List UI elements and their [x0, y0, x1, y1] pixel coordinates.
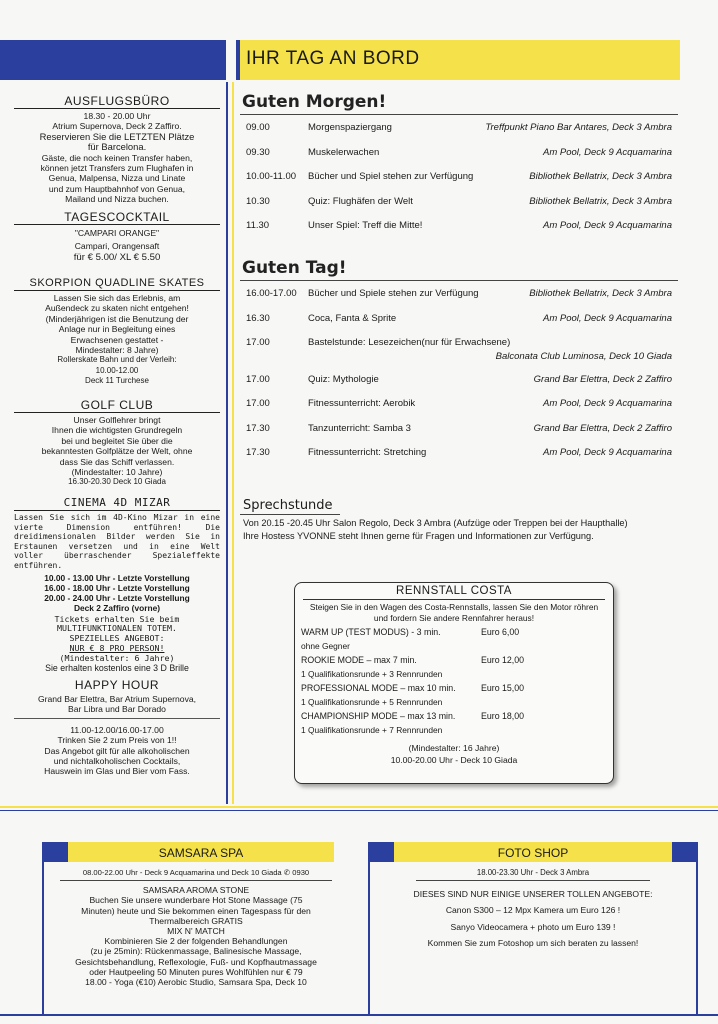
section-tagescocktail — [8, 210, 226, 265]
section-title: TAGESCOCKTAIL — [14, 210, 220, 225]
row-activity: Quiz: Mythologie — [308, 373, 379, 385]
section-golf-club — [8, 398, 226, 488]
spa-hours: 08.00-22.00 Uhr - Deck 9 Acquamarina und Deck 10 Giada ✆ 0930 — [82, 868, 310, 877]
horizontal-divider-blue — [0, 810, 718, 811]
sprech-rule — [240, 514, 340, 515]
text-line: und zum Hauptbahnhof von Genua, — [48, 183, 186, 194]
text-line: Unser Golflehrer bringt — [73, 415, 161, 425]
row-location: Am Pool, Deck 9 Acquamarina — [542, 447, 672, 458]
text-line: und nichtalkoholischen Cocktails, — [53, 756, 181, 767]
schedule-row — [240, 313, 678, 327]
text-line: Bar Libra und Bar Dorado — [68, 704, 166, 715]
spa-panel — [50, 868, 342, 987]
spa-line: (zu je 25min): Rückenmassage, Balinesische Massage, — [90, 946, 302, 957]
schedule-row — [240, 337, 678, 362]
row-location: Am Pool, Deck 9 Acquamarina — [542, 398, 672, 409]
spa-line: 18.00 - Yoga (€10) Aerobic Studio, Samsara Spa, Deck 10 — [85, 977, 307, 988]
cinema-description: Lassen Sie sich im 4D-Kino Mizar in eine vierte Dimension entführen! Die dreidimensionalen Bilder werden Sie in Erstaunen versetzen und in eine Welt voller überraschender Spezialeffekte entführen. — [14, 513, 220, 570]
row-time: 17.00 — [246, 398, 270, 409]
text-line: (Mindestalter: 10 Jahre) — [71, 467, 163, 478]
cinema-offer — [14, 615, 220, 674]
mode-price: Euro 12,00 — [481, 655, 525, 665]
row-location: Bibliothek Bellatrix, Deck 3 Ambra — [529, 195, 672, 207]
row-time: 17.30 — [246, 447, 270, 458]
row-location: Bibliothek Bellatrix, Deck 3 Ambra — [529, 288, 672, 299]
row-time: 16.00-17.00 — [246, 288, 297, 299]
schedule-row — [240, 423, 678, 437]
spa-sub-1: SAMSARA AROMA STONE — [142, 885, 250, 896]
row-activity: Bastelstunde: Lesezeichen(nur für Erwachsene) — [308, 337, 511, 348]
day-heading: Guten Tag! — [242, 258, 347, 278]
foto-line: DIESES SIND NUR EINIGE UNSERER TOLLEN ANGEBOTE: — [413, 889, 653, 900]
section-body — [14, 415, 220, 488]
mode-note: 1 Qualifikationsrunde + 5 Rennrunden — [301, 697, 443, 707]
bottom-blue-rule — [0, 1014, 718, 1016]
row-location: Treffpunkt Piano Bar Antares, Deck 3 Ambra — [485, 122, 672, 133]
foto-panel — [376, 868, 690, 948]
row-time: 10.30 — [246, 195, 270, 207]
rennstall-hours: 10.00-20.00 Uhr - Deck 10 Giada — [390, 755, 518, 765]
foto-left-rule — [368, 862, 370, 1014]
spa-title: SAMSARA SPA — [158, 846, 244, 860]
showtime-line: 16.00 - 18.00 Uhr - Letzte Vorstellung — [44, 582, 190, 593]
schedule-row — [240, 220, 678, 234]
text-line: 16.30-20.30 Deck 10 Giada — [68, 477, 166, 487]
left-column-inner-rule — [232, 82, 234, 804]
text-line: Erwachsenen gestattet - — [70, 334, 164, 345]
left-column-rule — [226, 82, 228, 804]
mode-note: ohne Gegner — [301, 641, 350, 651]
row-time: 09.30 — [246, 146, 270, 158]
section-skates — [8, 276, 226, 387]
foto-line: Sanyo Videocamera + photo um Euro 139 ! — [450, 921, 616, 932]
text-line: Campari, Orangensaft — [74, 240, 160, 251]
text-line: bei und begleitet Sie über die — [61, 435, 173, 446]
foto-right-rule — [696, 862, 698, 1014]
text-line: Hauswein im Glas und Bier vom Fass. — [44, 766, 190, 777]
showtime-line: 20.00 - 24.00 Uhr - Letzte Vorstellung — [44, 592, 190, 603]
cinema-showtimes — [14, 573, 220, 613]
text-line: bekanntesten Golfplätze der Welt, ohne — [41, 446, 193, 457]
row-location: Balconata Club Luminosa, Deck 10 Giada — [495, 351, 672, 362]
top-left-blue-band — [0, 40, 226, 80]
mode-price: Euro 18,00 — [481, 711, 525, 721]
row-time: 17.00 — [246, 373, 270, 385]
sidebar — [8, 86, 226, 798]
text-line: Trinken Sie 2 zum Preis von 1!! — [57, 735, 177, 746]
day-rule — [240, 280, 678, 281]
section-title: GOLF CLUB — [14, 398, 220, 413]
showtime-line: Deck 2 Zaffiro (vorne) — [73, 602, 161, 613]
section-cinema — [8, 496, 226, 673]
section-title: AUSFLUGSBÜRO — [14, 94, 220, 109]
row-time: 17.30 — [246, 422, 270, 434]
text-line: für € 5.00/ XL € 5.50 — [73, 252, 161, 263]
foto-blue-tab — [368, 842, 394, 862]
foto-right-tab — [672, 842, 698, 862]
spa-line: Gesichtsbehandlung, Reflexologie, Fuß- und Kopfhautmassage — [75, 956, 317, 967]
schedule-row — [240, 447, 678, 461]
text-line: Tickets erhalten Sie beim — [54, 613, 180, 624]
text-line: Sie erhalten kostenlos eine 3 D Brille — [45, 662, 189, 673]
foto-hours: 18.00-23.30 Uhr - Deck 3 Ambra — [476, 868, 590, 877]
text-line: 11.00-12.00/16.00-17.00 — [70, 724, 164, 735]
schedule-row — [240, 147, 678, 161]
section-happy-hour — [8, 678, 226, 777]
row-location: Grand Bar Elettra, Deck 2 Zaffiro — [533, 373, 672, 385]
row-activity: Tanzunterricht: Samba 3 — [308, 422, 411, 434]
section-body — [14, 293, 220, 387]
section-body — [14, 227, 220, 265]
text-line: MULTIFUNKTIONALEN TOTEM. — [57, 623, 177, 634]
row-location: Am Pool, Deck 9 Acquamarina — [542, 312, 672, 324]
row-time: 17.00 — [246, 337, 270, 348]
mode-price: Euro 6,00 — [481, 627, 520, 637]
mode-name: WARM UP (TEST MODUS) - 3 min. — [301, 627, 441, 637]
text-line: Lassen Sie sich das Erlebnis, am — [53, 293, 181, 303]
schedule — [240, 86, 678, 541]
section-ausflugsbuero — [8, 94, 226, 205]
foto-line: Canon S300 – 12 Mpx Kamera um Euro 126 ! — [445, 905, 621, 916]
text-line: Ihnen die wichtigsten Grundregeln — [51, 425, 183, 436]
section-title: HAPPY HOUR — [74, 678, 160, 692]
text-line: Außendeck zu skaten nicht entgehen! — [45, 303, 189, 314]
row-location: Bibliothek Bellatrix, Deck 3 Ambra — [529, 171, 672, 182]
text-line: Mailand und Nizza buchen. — [65, 194, 169, 205]
spa-line: Thermalbereich GRATIS — [149, 915, 243, 926]
spa-line: Kombinieren Sie 2 der folgenden Behandlungen — [104, 936, 288, 947]
schedule-row — [240, 122, 678, 136]
mode-name: ROOKIE MODE – max 7 min. — [301, 655, 417, 665]
section-body-top — [14, 694, 220, 715]
mode-note: 1 Qualifikationsrunde + 7 Rennrunden — [301, 725, 443, 735]
text-line: Deck 11 Turchese — [85, 376, 149, 386]
row-activity: Fitnessunterricht: Aerobik — [308, 398, 416, 409]
section-body — [14, 111, 220, 205]
row-activity: Morgenspaziergang — [308, 122, 392, 133]
text-line: NUR € 8 PRO PERSON! — [69, 642, 165, 653]
row-time: 09.00 — [246, 122, 270, 133]
row-activity: Bücher und Spiel stehen zur Verfügung — [308, 171, 474, 182]
text-line: 18.30 - 20.00 Uhr — [83, 111, 151, 121]
row-time: 16.30 — [246, 312, 270, 324]
mode-name: CHAMPIONSHIP MODE – max 13 min. — [301, 711, 456, 721]
rennstall-title-rule — [303, 599, 605, 600]
row-activity: Unser Spiel: Treff die Mitte! — [308, 220, 423, 231]
text-line: "CAMPARI ORANGE" — [74, 228, 160, 238]
text-line: Das Angebot gilt für alle alkoholischen — [44, 745, 190, 756]
text-line: Atrium Supernova, Deck 2 Zaffiro. — [52, 121, 182, 132]
section-title: SKORPION QUADLINE SKATES — [14, 276, 220, 291]
spa-blue-tab — [42, 842, 68, 862]
row-location: Am Pool, Deck 9 Acquamarina — [542, 146, 672, 158]
morning-rule — [240, 114, 678, 115]
row-activity: Quiz: Flughäfen der Welt — [308, 195, 413, 207]
schedule-row — [240, 171, 678, 185]
spa-sub-2: MIX N' MATCH — [167, 926, 225, 937]
text-line: dass Sie das Schiff verlassen. — [59, 456, 175, 467]
spa-line: Buchen Sie unsere wunderbare Hot Stone Massage (75 — [89, 895, 303, 906]
rennstall-intro-1: Steigen Sie in den Wagen des Costa-Rennstalls, lassen Sie den Motor röhren — [309, 602, 599, 612]
mode-note: 1 Qualifikationsrunde + 3 Rennrunden — [301, 669, 443, 679]
row-location: Am Pool, Deck 9 Acquamarina — [542, 220, 672, 231]
text-line: für Barcelona. — [87, 141, 147, 153]
divider — [416, 880, 650, 881]
rennstall-title: RENNSTALL COSTA — [396, 585, 512, 597]
text-line: (Minderjährigen ist die Benutzung der — [45, 313, 189, 324]
schedule-row — [240, 374, 678, 388]
text-line: Rollerskate Bahn und der Verleih: — [57, 355, 177, 365]
row-location: Grand Bar Elettra, Deck 2 Zaffiro — [533, 422, 672, 434]
schedule-row — [240, 288, 678, 302]
text-line: 10.00-12.00 — [95, 365, 139, 375]
mode-name: PROFESSIONAL MODE – max 10 min. — [301, 683, 456, 693]
row-activity: Fitnessunterricht: Stretching — [308, 447, 427, 458]
section-title: CINEMA 4D MIZAR — [14, 496, 220, 511]
text-line: Mindestalter: 8 Jahre) — [75, 345, 159, 356]
page-title: IHR TAG AN BORD — [246, 48, 420, 69]
text-line: Genua, Malpensa, Nizza und Linate — [48, 173, 186, 184]
row-activity: Muskelerwachen — [308, 146, 380, 158]
horizontal-divider-yellow — [0, 806, 718, 808]
text-line: Anlage nur in Begleitung eines — [58, 324, 176, 335]
text-line: können jetzt Transfers zum Flughafen in — [40, 163, 194, 174]
morning-heading: Guten Morgen! — [242, 92, 387, 112]
rennstall-intro-2: und fordern Sie andere Rennfahrer heraus! — [373, 613, 535, 623]
sprech-heading: Sprechstunde — [243, 498, 333, 513]
divider — [60, 880, 332, 881]
mode-price: Euro 15,00 — [481, 683, 525, 693]
sprech-line-1: Von 20.15 -20.45 Uhr Salon Regolo, Deck 3 Ambra (Aufzüge oder Treppen bei der Haupthalle) — [243, 518, 628, 528]
foto-line: Kommen Sie zum Fotoshop um sich beraten zu lassen! — [427, 937, 639, 948]
row-activity: Bücher und Spiele stehen zur Verfügung — [308, 288, 479, 299]
text-line: (Mindestalter: 6 Jahre) — [59, 652, 175, 663]
text-line: Grand Bar Elettra, Bar Atrium Supernova, — [37, 694, 197, 704]
spa-left-rule — [42, 862, 44, 1014]
text-line: Gäste, die noch keinen Transfer haben, — [41, 152, 193, 163]
section-body — [14, 725, 220, 777]
row-activity: Coca, Fanta & Sprite — [308, 312, 397, 324]
sprech-line-2: Ihre Hostess YVONNE steht Ihnen gerne für Fragen und Informationen zur Verfügung. — [243, 531, 594, 541]
row-time: 10.00-11.00 — [246, 171, 297, 182]
text-line: SPEZIELLES ANGEBOT: — [69, 633, 165, 644]
text-line: Reservieren Sie die LETZTEN Plätze — [39, 130, 195, 142]
row-time: 11.30 — [246, 220, 270, 231]
schedule-row — [240, 398, 678, 412]
showtime-line: 10.00 - 13.00 Uhr - Letzte Vorstellung — [44, 572, 190, 583]
divider — [14, 718, 220, 719]
rennstall-box — [294, 582, 614, 784]
spa-line: Minuten) heute und Sie bekommen einen Tagespass für den — [81, 905, 311, 916]
foto-title: FOTO SHOP — [497, 846, 569, 860]
schedule-row — [240, 196, 678, 210]
rennstall-age: (Mindestalter: 16 Jahre) — [408, 743, 500, 753]
spa-line: oder Hautpeeling 50 Minuten pures Wohlfühlen nur € 79 — [89, 966, 303, 977]
